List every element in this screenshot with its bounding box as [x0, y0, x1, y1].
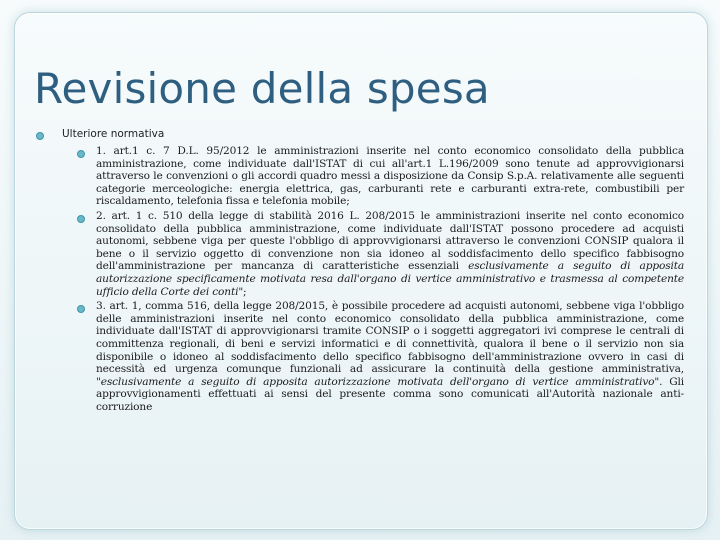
item-text — [96, 145, 684, 208]
bullet-icon — [77, 150, 85, 158]
bullet-icon — [36, 132, 44, 140]
item-text-normal: 3. art. 1, comma 516, della legge 208/2015, è possibile procedere ad acquisti autonomi, sebbene viga l'obbligo delle amministrazioni inserite nel conto economico consolidato della pubblica amministrazione, come individuate dall'ISTAT di approvvigionarsi tramite CONSIP o i soggetti aggregatori ivi comprese le centrali di committenza regionali, di beni e servizi informatici e di connettività, qualora il bene o il servizio non sia disponibile o idoneo al soddisfacimento dello specifico fabbisogno dell'amministrazione ovvero in casi di necessità ed urgenza comunque funzionali ad assicurare la continuità della gestione amministrativa, " — [96, 300, 684, 388]
heading-label: Ulteriore normativa — [62, 128, 165, 140]
item-text-normal: 2. art. 1 c. 510 della legge di stabilità 2016 L. 208/2015 le amministrazioni inserite nel conto economico consolidato della pubblica amministrazione, come individuate dall'ISTAT possono procedere ad acquisti autonomi, sebbene viga per queste l'obbligo di approvvigionarsi attraverso le convenzioni CONSIP qualora il bene o il servizio oggetto di convenzione non sia idoneo al soddisfacimento dello specifico fabbisogno dell'amministrazione per mancanza di caratteristiche essenziali — [96, 209, 684, 273]
item-text-tail: "; — [238, 285, 247, 298]
sub-list — [77, 145, 686, 413]
slide-title: Revisione della spesa — [34, 64, 490, 113]
heading-item — [36, 128, 686, 141]
list-item — [77, 145, 686, 208]
item-text-tail: ". Gli approvvigionamenti effettuati ai sensi del presente comma sono comunicati all'Autorità nazionale anti-corruzione — [96, 375, 684, 413]
item-text — [96, 210, 684, 298]
item-text-normal: 1. art.1 c. 7 D.L. 95/2012 le amministrazioni inserite nel conto economico consolidato della pubblica amministrazione, come individuate dall'ISTAT di cui all'art.1 L.196/2009 sono tenute ad approvvigionarsi attraverso le convenzioni o gli accordi quadro messi a disposizione da Consip S.p.A. relativamente alle seguenti categorie merceologiche: energia elettrica, gas, carburanti rete e carburanti extra-rete, combustibili per riscaldamento, telefonia fissa e telefonia mobile; — [96, 145, 684, 208]
slide-content — [36, 128, 686, 415]
bullet-icon — [77, 305, 85, 313]
bullet-icon — [77, 215, 85, 223]
item-text-italic: esclusivamente a seguito di apposita autorizzazione motivata dell'organo di vertice amministrativo — [100, 375, 655, 388]
item-text — [96, 300, 684, 413]
list-item — [77, 210, 686, 298]
list-item — [77, 300, 686, 413]
item-text-italic: esclusivamente a seguito di apposita autorizzazione specificamente motivata resa dall'organo di vertice amministrativo e trasmessa al competente ufficio della Corte dei conti — [96, 260, 685, 298]
